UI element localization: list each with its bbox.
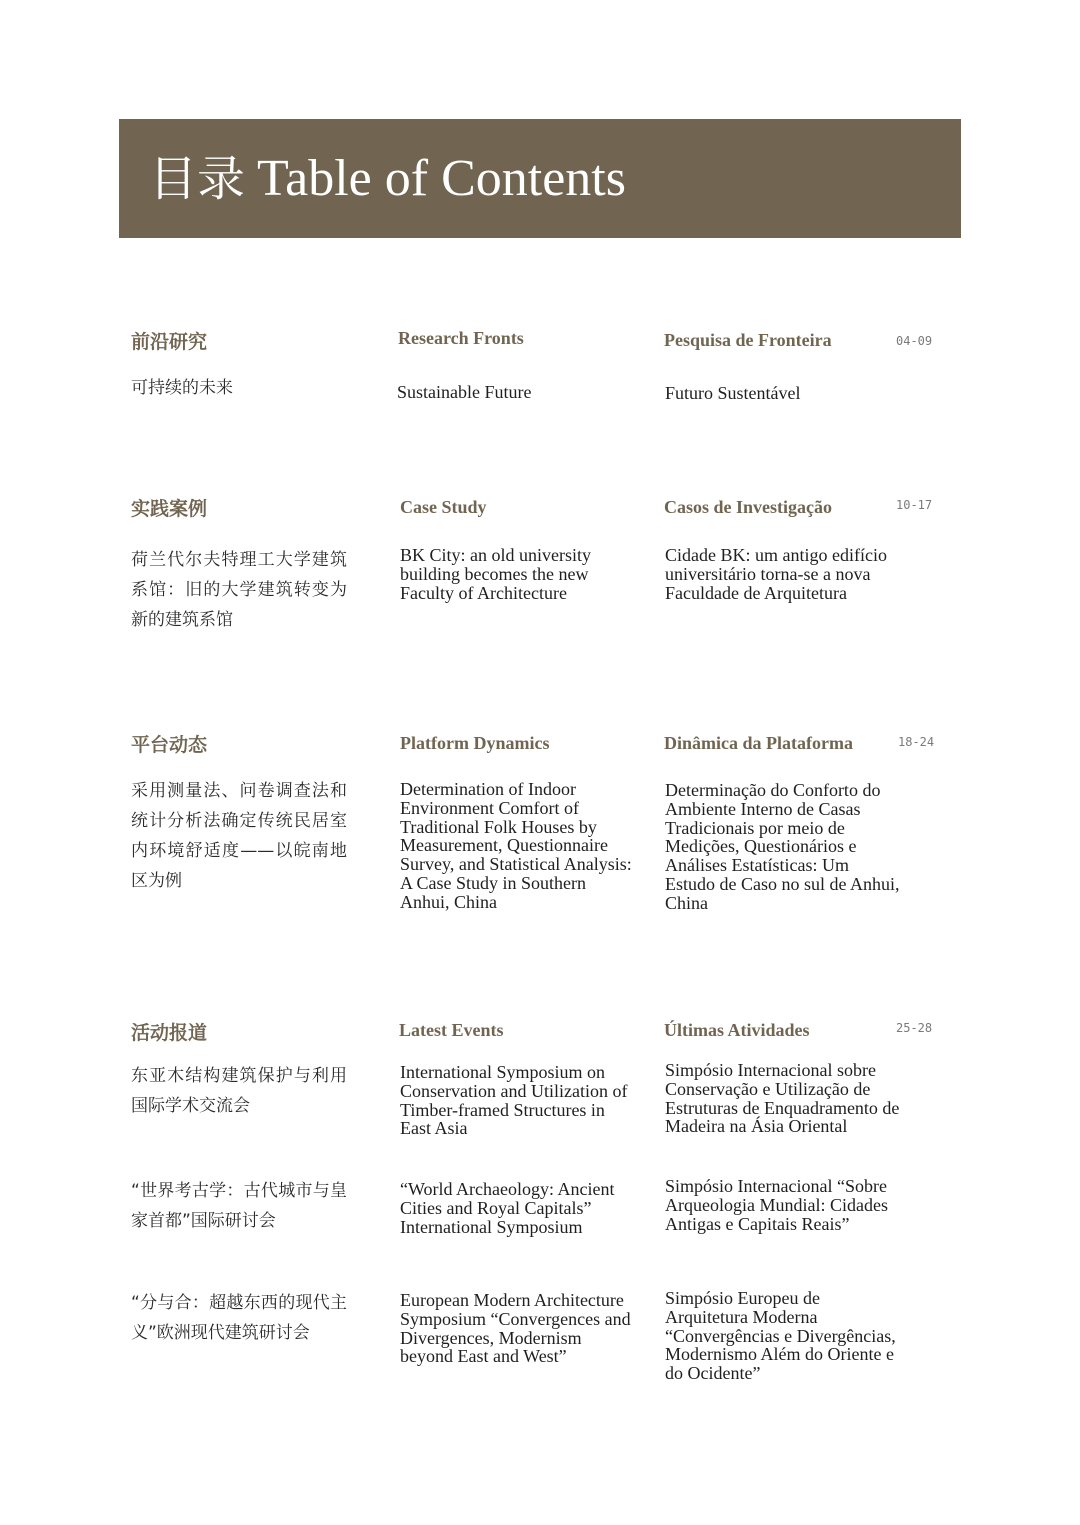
entry-en-timber-symposium: International Symposium on Conservation and Utilization of Timber-framed Structures in East Asia: [400, 1062, 628, 1139]
entry-en-bk-city: BK City: an old university building becomes the new Faculty of Architecture: [400, 545, 591, 603]
entry-pt-sustainable-future: Futuro Sustentável: [665, 383, 801, 403]
entry-zh-modernism-symposium: “分与合：超越东西的现代主义”欧洲现代建筑研讨会: [131, 1293, 347, 1343]
section-heading-pt-platform-dynamics: Dinâmica da Plataforma: [664, 733, 853, 753]
entry-en-modernism-symposium: European Modern Architecture Symposium “Convergences and Divergences, Modernism beyond East and West”: [400, 1290, 631, 1367]
page-range-platform-dynamics: 18-24: [898, 735, 935, 749]
page-range-case-study: 10-17: [896, 498, 933, 512]
entry-en-indoor-comfort: Determination of Indoor Environment Comfort of Traditional Folk Houses by Measurement, Questionnaire Survey, and Statistical Analysis: A Case Study in Southern Anhui, China: [400, 779, 632, 912]
section-heading-zh-latest-events: 活动报道: [131, 1022, 208, 1044]
section-heading-pt-latest-events: Últimas Atividades: [664, 1020, 810, 1040]
entry-en-sustainable-future: Sustainable Future: [397, 382, 532, 402]
entry-zh-world-archaeology: “世界考古学：古代城市与皇家首都”国际研讨会: [131, 1181, 347, 1231]
section-heading-en-research-fronts: Research Fronts: [398, 328, 524, 348]
entry-pt-timber-symposium: Simpósio Internacional sobre Conservação e Utilização de Estruturas de Enquadramento de Madeira na Ásia Oriental: [665, 1060, 900, 1137]
entry-en-world-archaeology: “World Archaeology: Ancient Cities and Royal Capitals” International Symposium: [400, 1179, 615, 1237]
section-heading-pt-case-study: Casos de Investigação: [664, 497, 833, 517]
section-heading-zh-research-fronts: 前沿研究: [131, 331, 208, 353]
entry-pt-world-archaeology: Simpósio Internacional “Sobre Arqueologia Mundial: Cidades Antigas e Capitais Reais”: [665, 1176, 888, 1234]
entry-pt-modernism-symposium: Simpósio Europeu de Arquitetura Moderna “Convergências e Divergências, Modernismo Além do Oriente e do Ocidente”: [665, 1288, 896, 1384]
section-heading-zh-platform-dynamics: 平台动态: [131, 734, 208, 756]
entry-zh-timber-symposium: 东亚木结构建筑保护与利用国际学术交流会: [131, 1066, 347, 1116]
page-title-en: Table of Contents: [257, 150, 626, 207]
section-heading-en-latest-events: Latest Events: [399, 1020, 504, 1040]
entry-pt-bk-city: Cidade BK: um antigo edifício universitário torna-se a nova Faculdade de Arquitetura: [665, 545, 887, 603]
section-heading-en-case-study: Case Study: [400, 497, 487, 517]
section-heading-en-platform-dynamics: Platform Dynamics: [400, 733, 550, 753]
entry-zh-sustainable-future: 可持续的未来: [131, 378, 233, 398]
entry-pt-indoor-comfort: Determinação do Conforto do Ambiente Interno de Casas Tradicionais por meio de Medições, Questionários e Análises Estatísticas: Um Estudo de Caso no sul de Anhui, China: [665, 780, 900, 913]
entry-zh-bk-city: 荷兰代尔夫特理工大学建筑系馆：旧的大学建筑转变为新的建筑系馆: [131, 550, 347, 630]
page-title-zh: 目录: [149, 151, 246, 207]
page-title: [149, 147, 626, 211]
title-banner: [119, 119, 961, 238]
section-heading-zh-case-study: 实践案例: [131, 498, 208, 520]
page-range-research-fronts: 04-09: [896, 334, 933, 348]
entry-zh-indoor-comfort: 采用测量法、问卷调查法和统计分析法确定传统民居室内环境舒适度——以皖南地区为例: [131, 781, 347, 891]
section-heading-pt-research-fronts: Pesquisa de Fronteira: [664, 330, 832, 350]
page-range-latest-events: 25-28: [896, 1021, 933, 1035]
